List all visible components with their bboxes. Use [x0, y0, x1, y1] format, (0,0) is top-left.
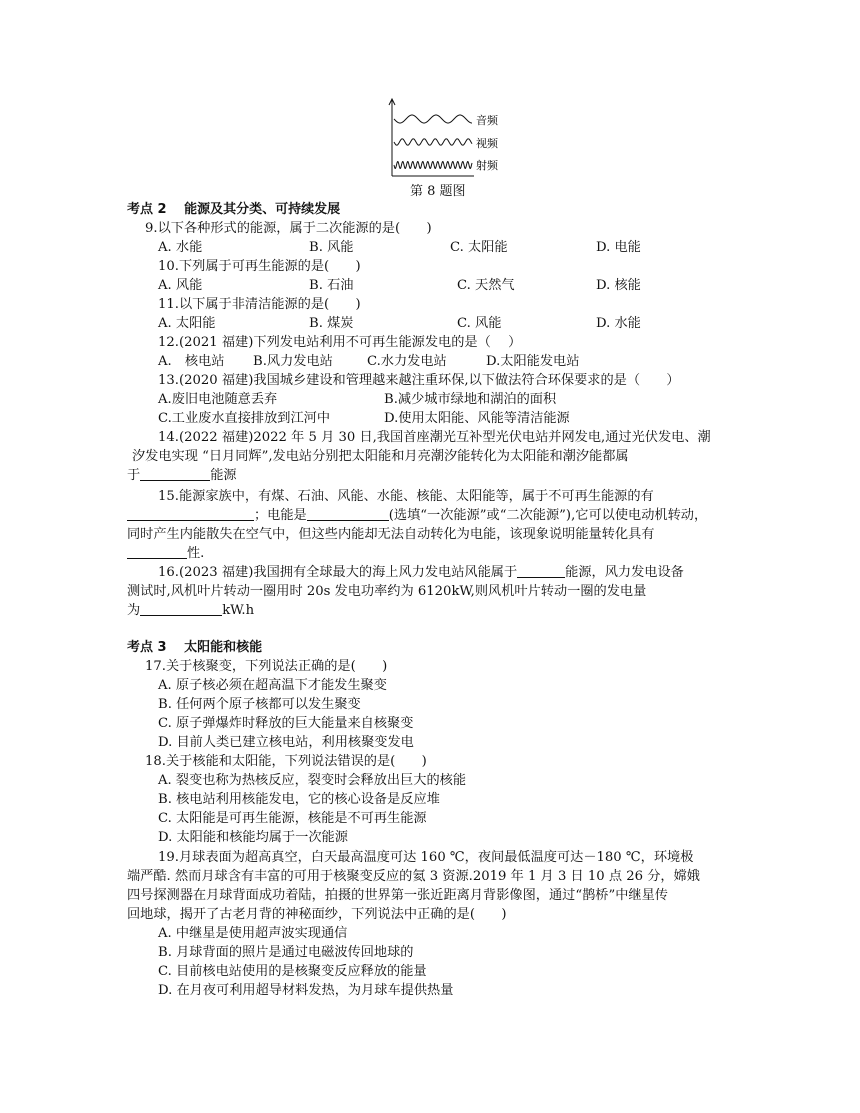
q15-answer-blank-2[interactable] — [307, 506, 389, 521]
audio-label: 音频 — [476, 114, 498, 127]
q19-line2: 端严酷. 然而月球含有丰富的可用于核聚变反应的氦 3 资源.2019 年 1 月 3 日 10 点 26 分，嫦娥 — [127, 869, 700, 884]
q14-answer-blank[interactable] — [140, 466, 210, 481]
q17-option-b: B. 任何两个原子核都可以发生聚变 — [158, 697, 361, 712]
wave-figure — [388, 96, 508, 180]
q11-option-c: C. 风能 — [457, 316, 502, 331]
q19-line4: 回地球，揭开了古老月背的神秘面纱，下列说法中正确的是( ) — [127, 907, 507, 922]
q18-option-a: A. 裂变也称为热核反应，裂变时会释放出巨大的核能 — [158, 773, 467, 788]
q19-option-a: A. 中继星是使用超声波实现通信 — [158, 926, 348, 941]
q11-option-b: B. 煤炭 — [309, 316, 354, 331]
q18-option-d: D. 太阳能和核能均属于一次能源 — [158, 830, 348, 845]
q14-line3: 于 能源 — [127, 468, 237, 483]
q15-line3: 同时产生内能散失在空气中，但这些内能却无法自动转化为电能，该现象说明能量转化具有 — [127, 527, 655, 542]
radio-label: 射频 — [476, 159, 498, 172]
q9-stem: 9.以下各种形式的能源，属于二次能源的是( ) — [145, 221, 432, 236]
q17-stem: 17.关于核聚变，下列说法正确的是( ) — [145, 659, 388, 674]
q17-option-c: C. 原子弹爆炸时释放的巨大能量来自核聚变 — [158, 716, 414, 731]
q9-option-b: B. 风能 — [309, 240, 354, 255]
q15-line4: 性. — [127, 544, 204, 563]
q16-line2: 测试时,风机叶片转动一圈用时 20s 发电功率约为 6120kW,则风机叶片转动一圈的发电量 — [127, 584, 647, 599]
q14-line1: 14.(2022 福建)2022 年 5 月 30 日,我国首座潮光互补型光伏电站并网发电,通过光伏发电、潮 — [158, 430, 711, 445]
q19-option-b: B. 月球背面的照片是通过电磁波传回地球的 — [158, 945, 414, 960]
section2-heading: 考点 2 能源及其分类、可持续发展 — [127, 202, 341, 217]
q15-line2: ；电能是 (选填“一次能源”或“二次能源”),它可以使电动机转动， — [127, 506, 707, 525]
q11-option-a: A. 太阳能 — [158, 316, 216, 331]
q12-option-d: D.太阳能发电站 — [486, 354, 580, 369]
q12-option-c: C.水力发电站 — [367, 354, 447, 369]
video-wave — [394, 139, 472, 145]
q18-stem: 18.关于核能和太阳能，下列说法错误的是( ) — [145, 754, 427, 769]
video-label: 视频 — [476, 137, 498, 150]
q11-option-d: D. 水能 — [596, 316, 641, 331]
q18-option-c: C. 太阳能是可再生能源，核能是不可再生能源 — [158, 811, 427, 826]
q19-line1: 19.月球表面为超高真空，白天最高温度可达 160 ℃，夜间最低温度可达－180 ℃，环境极 — [158, 850, 694, 865]
q9-option-d: D. 电能 — [596, 240, 641, 255]
q10-stem: 10.下列属于可再生能源的是( ) — [158, 259, 361, 274]
q17-option-a: A. 原子核必须在超高温下才能发生聚变 — [158, 678, 387, 693]
q14-line2: 汐发电实现 “日月同辉”,发电站分别把太阳能和月亮潮汐能转化为太阳能和潮汐能都属 — [132, 449, 629, 464]
q10-option-d: D. 核能 — [596, 278, 641, 293]
q9-option-c: C. 太阳能 — [450, 240, 508, 255]
q12-option-a: A. 核电站 — [158, 354, 225, 369]
q13-stem: 13.(2020 福建)我国城乡建设和管理越来越注重环保,以下做法符合环保要求的是（ ） — [158, 373, 680, 388]
figure-caption: 第 8 题图 — [410, 184, 466, 199]
q19-line3: 四号探测器在月球背面成功着陆，拍摄的世界第一张近距离月背影像图，通过“鹊桥”中继星传 — [127, 888, 668, 903]
q13-option-b: B.减少城市绿地和湖泊的面积 — [384, 392, 557, 407]
q19-option-d: D. 在月夜可利用超导材料发热，为月球车提供热量 — [158, 983, 454, 998]
q13-option-a: A.废旧电池随意丢弃 — [158, 392, 278, 407]
q15-answer-blank-1[interactable] — [127, 506, 254, 521]
q10-option-b: B. 石油 — [309, 278, 354, 293]
q12-option-b: B.风力发电站 — [253, 354, 333, 369]
q9-option-a: A. 水能 — [158, 240, 203, 255]
q18-option-b: B. 核电站利用核能发电，它的核心设备是反应堆 — [158, 792, 440, 807]
q13-option-d: D.使用太阳能、风能等清洁能源 — [384, 411, 570, 426]
radio-wave — [394, 162, 472, 169]
q10-option-a: A. 风能 — [158, 278, 203, 293]
q10-option-c: C. 天然气 — [457, 278, 515, 293]
q16-answer-blank-1[interactable] — [517, 563, 565, 578]
q16-line1: 16.(2023 福建)我国拥有全球最大的海上风力发电站风能属于 能源，风力发电设备 — [158, 565, 684, 580]
q12-stem: 12.(2021 福建)下列发电站利用不可再生能源发电的是（ ） — [158, 335, 522, 350]
q15-line1: 15.能源家族中，有煤、石油、风能、水能、核能、太阳能等，属于不可再生能源的有 — [158, 489, 654, 504]
q16-line3: 为 kW.h — [127, 603, 255, 618]
section3-heading: 考点 3 太阳能和核能 — [127, 640, 263, 655]
q17-option-d: D. 目前人类已建立核电站，利用核聚变发电 — [158, 735, 414, 750]
q16-answer-blank-2[interactable] — [140, 601, 222, 616]
q13-option-c: C.工业废水直接排放到江河中 — [158, 411, 331, 426]
q19-option-c: C. 目前核电站使用的是核聚变反应释放的能量 — [158, 964, 427, 979]
q11-stem: 11.以下属于非清洁能源的是( ) — [158, 297, 361, 312]
audio-wave — [394, 115, 472, 123]
q15-answer-blank-3[interactable] — [127, 544, 187, 559]
